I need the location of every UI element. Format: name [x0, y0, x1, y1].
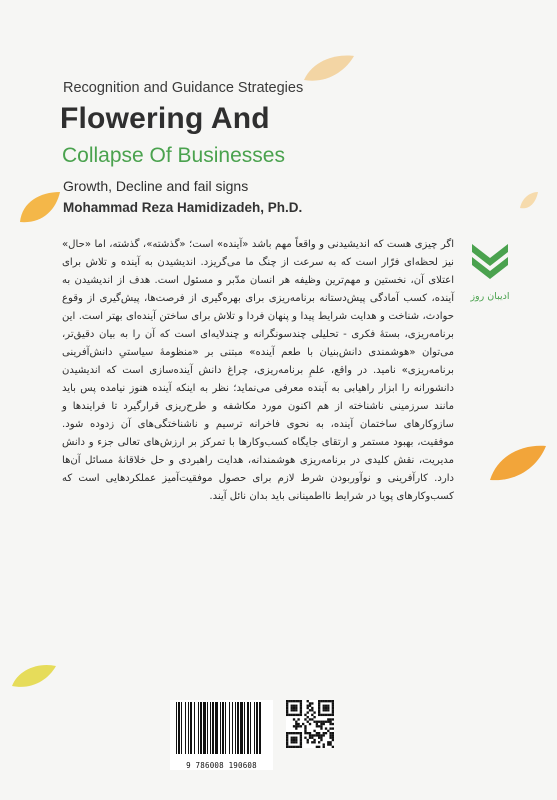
- book-subtitle: Recognition and Guidance Strategies: [63, 80, 304, 96]
- leaf-decoration-right: [486, 440, 548, 484]
- book-title-line1: Flowering And: [60, 102, 270, 135]
- qr-code-pattern: [286, 700, 334, 748]
- leaf-decoration-left: [16, 188, 62, 228]
- barcode-bars: [170, 702, 273, 762]
- publisher-name: ادیبان روز: [470, 291, 510, 302]
- publisher-logo: [458, 240, 522, 302]
- leaf-decoration-bottom-left: [8, 660, 58, 690]
- isbn-barcode: [170, 700, 273, 770]
- leaf-decoration-right-small: [518, 190, 540, 212]
- book-title-line2: Collapse Of Businesses: [62, 144, 285, 167]
- book-author: Mohammad Reza Hamidizadeh, Ph.D.: [63, 200, 303, 215]
- book-tagline: Growth, Decline and fail signs: [63, 178, 249, 194]
- qr-code: [286, 700, 334, 748]
- leaf-decoration-top-right: [300, 52, 356, 86]
- back-cover-blurb: [62, 236, 454, 506]
- blurb-paragraph: اگر چیزی هست که اندیشیدنی و واقعاً مهم باشد «آینده» است؛ «گذشته»، گذشته، اما «حال» نیز لحظه‌ای فرّار است که به سرعت از چنگ ما می‌گریزد. اندیشیدن به آینده و تلاش برای اعتلای آن، نخستین و مهم‌ترین وظیفه هر انسان مدّبر و مسئول است. هدف از اندیشیدن به آینده، کسب آمادگی پیش‌دستانه برنامه‌ریزی برای بهره‌گیری از فرصت‌ها، پیش‌گیری از وقوع حوادث، شناخت و هدایت شرایط پیدا و پنهان فردا و تلاش برای ساختن آینده‌ای بهتر است. این برنامه‌ریزی، بستهٔ فکری - تحلیلی چندسونگرانه و چندلایه‌ای است که آن را به بیان دقیق‌تر، می‌توان «هوشمندی دانش‌بنیان با طعم آینده» مبتنی بر «منظومهٔ سیاستیِ دانش‌آفرینی برنامه‌ریزی» نامید. در واقع، علمِ برنامه‌ریزی، چراغ دانش آینده‌سازی است که اندیشیدن دانشورانه را ابزار راهیابی به آینده معرفی می‌نماید؛ نظر به اینکه آینده هنوز نیامده پس باید مانند سرزمینی ناشناخته از هم اکنون مورد مکاشفه و طرح‌ریزی قرارگیرد تا فرایندها و سازوکارهای ساختمان آینده، به نحوی فاخرانه ترسیم و ناشناختگی‌های آن زدوده شود. موفقیت، بهبود مستمر و ارتقای جایگاه کسب‌وکارها با تمرکز بر ارزش‌های تعالی جزء و دانش مدیریت، نقش کلیدی در برنامه‌ریزی هوشمندانه، هدایت راهبردی و حل خلاقانهٔ مسائل آن‌ها دارد. کارآفرینی و نوآوربودن شرط لازم برای حصول موفقیت‌آمیز عملکردهایی است که کسب‌وکارهای پویا در شرایط نااطمینانی باید بدان نائل آیند.: [62, 239, 454, 502]
- barcode-number: 9 786008 190608: [186, 761, 257, 770]
- chevron-stack-icon: [468, 240, 512, 286]
